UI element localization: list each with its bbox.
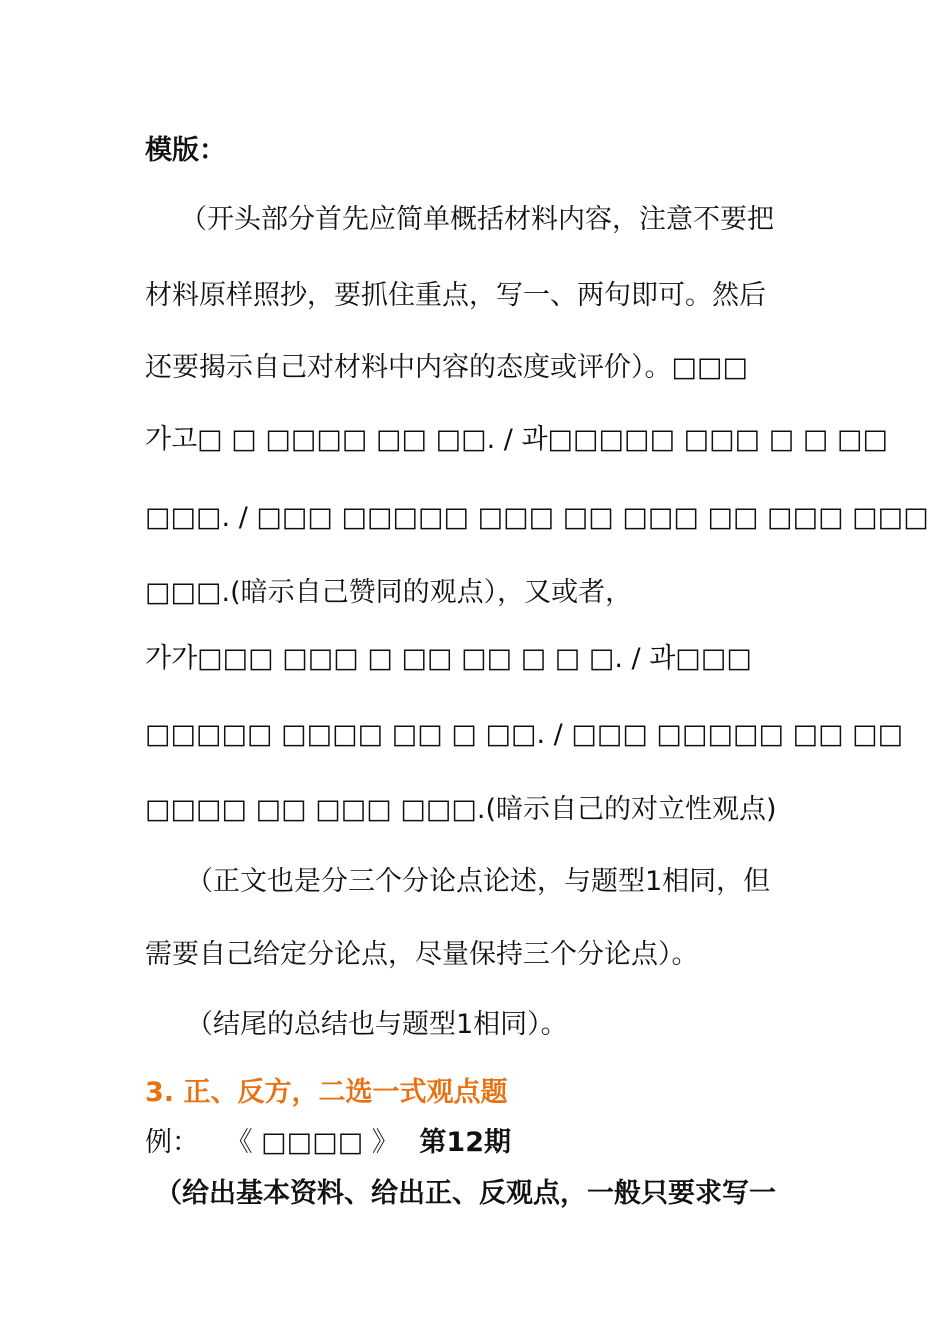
paragraph-line: □□□.(暗示自己赞同的观点），又或者， [145, 577, 633, 608]
template-heading: 模版： [145, 135, 226, 166]
paragraph-line: （开头部分首先应简单概括材料内容，注意不要把 [180, 204, 774, 235]
paragraph-line: 需要自己给定分论点，尽量保持三个分论点）。 [145, 939, 699, 970]
paragraph-line: 还要揭示自己对材料中内容的态度或评价）。□□□ [145, 352, 749, 383]
paragraph-line: 가고□ □ □□□□ □□ □□. / 과□□□□□ □□□ □ □ □□ [145, 424, 888, 455]
paragraph-line: 가가□□□ □□□ □ □□ □□ □ □ □. / 과□□□ [145, 643, 752, 674]
paragraph-line: □□□. / □□□ □□□□□ □□□ □□ □□□ □□ □□□ □□□ [145, 502, 929, 533]
example-issue: 第12期 [419, 1127, 511, 1158]
example-note: （给出基本资料、给出正、反观点，一般只要求写一 [155, 1178, 776, 1209]
section-title: 3. 正、反方，二选一式观点题 [145, 1077, 508, 1108]
paragraph-line: □□□□ □□ □□□ □□□.(暗示自己的对立性观点) [145, 794, 777, 825]
example-prefix: 例： [145, 1127, 199, 1158]
paragraph-line: （正文也是分三个分论点论述，与题型1相同，但 [186, 866, 771, 897]
example-source: 《 □□□□ 》 [225, 1127, 399, 1158]
paragraph-line: □□□□□ □□□□ □□ □ □□. / □□□ □□□□□ □□ □□ [145, 719, 904, 750]
example-line [145, 1126, 511, 1160]
paragraph-line: 材料原样照抄，要抓住重点，写一、两句即可。然后 [145, 280, 766, 311]
paragraph-line: （结尾的总结也与题型1相同）。 [186, 1009, 568, 1040]
